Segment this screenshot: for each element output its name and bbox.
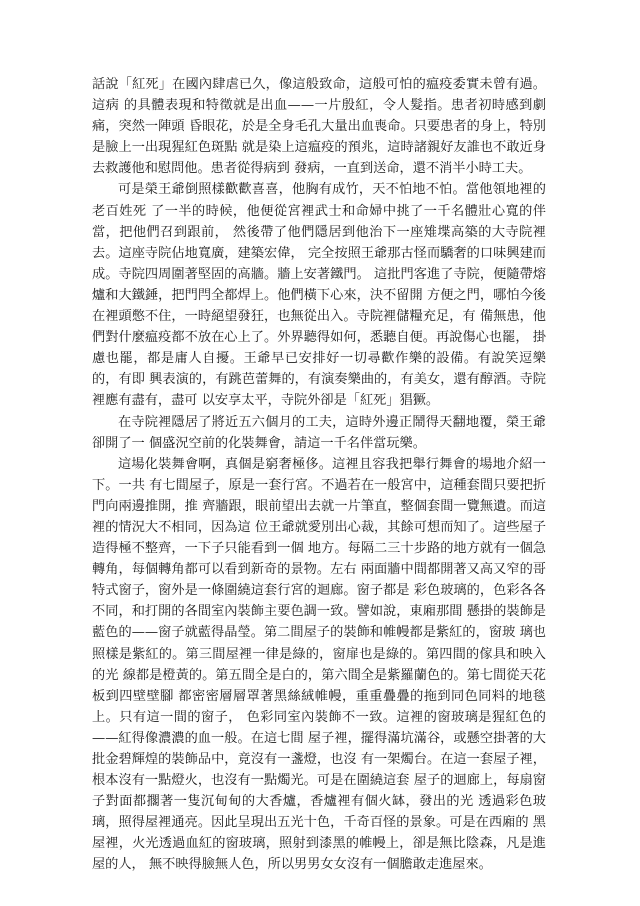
paragraph-3: 在寺院裡隱居了將近五六個月的工夫，這時外邊正鬧得天翻地覆，榮王爺卻開了一 個盛況空前的化裝舞會，請這一千名伴當玩樂。	[92, 414, 546, 451]
paragraph-2: 可是榮王爺倒照樣歡歡喜喜，他胸有成竹，天不怕地不怕。當他領地裡的老百姓死 了一半的時候，他便從宮裡武士和命婦中挑了一千名體壯心寬的伴當，把他們召到跟前， 然後帶了他們隱居到他治下一座雉堞高築的大寺院裡去。這座寺院佔地寬廣，建築宏偉， 完全按照王爺那古怪而驕奢的口味興建而成。寺院四周圍著堅固的高牆。牆上安著鐵門。 這批門客進了寺院，便隨帶熔爐和大鐵錘，把門閂全都焊上。他們橫下心來，決不留開 方便之門，哪怕今後在裡頭憋不住，一時絕望發狂，也無從出入。寺院裡儲糧充足，有 備無患，他們對什麼瘟疫都不放在心上了。外界聽得如何，悉聽自便。再說傷心也罷， 掛慮也罷，都是庸人自擾。王爺早已安排好一切尋歡作樂的設備。有說笑逗樂的，有即 興表演的，有跳芭蕾舞的，有演奏樂曲的，有美女，還有醇酒。寺院裡應有盡有，盡可 以安享太平，寺院外卻是「紅死」猖獗。	[92, 182, 546, 409]
paragraph-4: 這場化裝舞會啊，真個是窮奢極侈。這裡且容我把舉行舞會的場地介紹一下。一共 有七間屋子，原是一套行宮。不過若在一般宮中，這種套間只要把折門向兩邊推開，推 齊牆跟，眼前望出去就一片筆直，整個套間一覽無遺。而這裡的情況大不相同，因為這 位王爺就愛別出心裁，其餘可想而知了。這些屋子造得極不整齊，一下子只能看到一個 地方。每隔二三十步路的地方就有一個急轉角，每個轉角都可以看到新奇的景物。左右 兩面牆中間都開著又高又窄的哥特式窗子，窗外是一條圍繞這套行宮的迴廊。窗子都是 彩色玻璃的，色彩各各不同，和打開的各間室內裝飾主要色調一致。譬如說，東廂那間 懸掛的裝飾是藍色的——窗子就藍得晶瑩。第二間屋子的裝飾和帷幔都是紫紅的，窗玻 璃也照樣是紫紅的。第三間屋裡一律是綠的，窗扉也是綠的。第四間的傢具和映入的光 線都是橙黃的。第五間全是白的，第六間全是紫羅蘭色的。第七間從天花板到四壁壁腳 都密密層層罩著黑絲絨帷幔，重重疊疊的拖到同色同料的地毯上。只有這一間的窗子， 色彩同室內裝飾不一致。這裡的窗玻璃是猩紅色的——紅得像濃濃的血一般。在這七間 屋子裡，擺得滿坑滿谷，或懸空掛著的大批金碧輝煌的裝飾品中，竟沒有一盞燈，也沒 有一架燭台。在這一套屋子裡，根本沒有一點燈火，也沒有一點燭光。可是在圍繞這套 屋子的迴廊上，每扇窗子對面都擱著一隻沉甸甸的大香爐，香爐裡有個火缽，發出的光 透過彩色玻璃，照得屋裡通亮。因此呈現出五光十色，千奇百怪的景象。可是在西廂的 黑屋裡，火光透過血紅的窗玻璃，照射到漆黑的帷幔上，卻是無比陰森，凡是進屋的人， 無不映得臉無人色，所以男男女女沒有一個膽敢走進屋來。	[92, 456, 546, 873]
document-body	[92, 74, 546, 876]
paragraph-1: 話說「紅死」在國內肆虐已久，像這般致命，這般可怕的瘟疫委實未曾有過。這病 的具體表現和特徵就是出血——一片殷紅，令人髮指。患者初時感到劇痛，突然一陣頭 昏眼花，於是全身毛孔大量出血喪命。只要患者的身上，特別是臉上一出現猩紅色斑點 就是染上這瘟疫的預兆，這時諸親好友誰也不敢近身去救護他和慰問他。患者從得病到 發病，一直到送命，還不消半小時工夫。	[92, 77, 546, 177]
